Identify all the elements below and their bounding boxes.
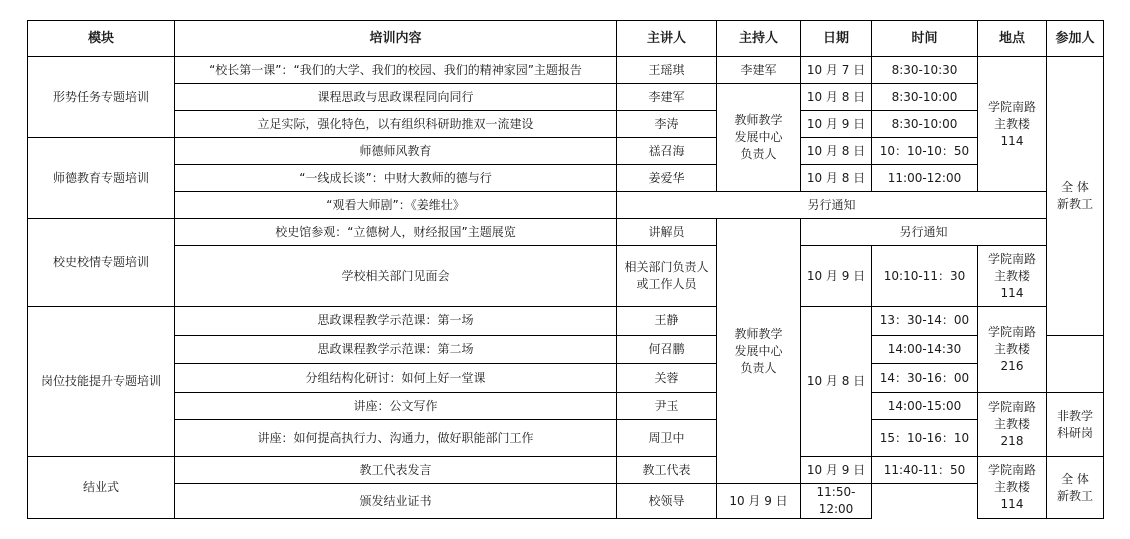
speaker-cell: 王静 xyxy=(617,307,717,336)
date-cell: 10 月 9 日 xyxy=(801,457,872,484)
module-cell: 结业式 xyxy=(28,457,175,519)
table-row xyxy=(28,457,1104,484)
time-cell: 11:50-12:00 xyxy=(801,484,872,519)
date-cell: 10 月 8 日 xyxy=(801,84,872,111)
content-cell: 思政课程教学示范课：第二场 xyxy=(175,335,617,364)
header-date: 日期 xyxy=(801,21,872,57)
table-row xyxy=(28,192,1104,219)
date-cell: 10 月 9 日 xyxy=(717,484,801,519)
content-cell: 学校相关部门见面会 xyxy=(175,246,617,307)
header-module: 模块 xyxy=(28,21,175,57)
location-cell: 学院南路 主教楼 218 xyxy=(978,393,1047,457)
location-cell: 学院南路 主教楼 114 xyxy=(978,457,1047,519)
host-cell: 教师教学 发展中心 负责人 xyxy=(717,219,801,484)
speaker-cell: 相关部门负责人 或工作人员 xyxy=(617,246,717,307)
table-row xyxy=(28,420,1104,457)
time-cell: 15：10-16：10 xyxy=(872,420,978,457)
speaker-cell: 关蓉 xyxy=(617,364,717,393)
table-row xyxy=(28,57,1104,84)
content-cell: 讲座：公文写作 xyxy=(175,393,617,420)
participants-cell: 全 体 新教工 xyxy=(1047,457,1104,519)
table-row xyxy=(28,335,1104,364)
module-cell: 岗位技能提升专题培训 xyxy=(28,307,175,457)
table-row xyxy=(28,219,1104,246)
content-cell: 校史馆参观：“立德树人，财经报国”主题展览 xyxy=(175,219,617,246)
content-cell: “校长第一课”：“我们的大学、我们的校园、我们的精神家园”主题报告 xyxy=(175,57,617,84)
time-cell: 10：10-10：50 xyxy=(872,138,978,165)
content-cell: “观看大师剧”：《姜维壮》 xyxy=(175,192,617,219)
header-location: 地点 xyxy=(978,21,1047,57)
host-cell: 教师教学 发展中心 负责人 xyxy=(717,84,801,192)
module-cell: 形势任务专题培训 xyxy=(28,57,175,138)
content-cell: 教工代表发言 xyxy=(175,457,617,484)
content-cell: 讲座：如何提高执行力、沟通力，做好职能部门工作 xyxy=(175,420,617,457)
content-cell: 思政课程教学示范课：第一场 xyxy=(175,307,617,336)
table-row xyxy=(28,246,1104,307)
content-cell: 课程思政与思政课程同向同行 xyxy=(175,84,617,111)
header-participants: 参加人 xyxy=(1047,21,1104,57)
training-schedule-table xyxy=(27,20,1104,519)
time-cell: 11:40-11：50 xyxy=(872,457,978,484)
speaker-cell: 讲解员 xyxy=(617,219,717,246)
time-cell: 14：30-16：00 xyxy=(872,364,978,393)
time-cell: 14:00-15:00 xyxy=(872,393,978,420)
table-row xyxy=(28,393,1104,420)
speaker-cell: 姜爱华 xyxy=(617,165,717,192)
location-cell: 学院南路 主教楼 114 xyxy=(978,57,1047,192)
module-cell: 师德教育专题培训 xyxy=(28,138,175,219)
location-cell: 学院南路 主教楼 114 xyxy=(978,246,1047,307)
time-cell: 13：30-14：00 xyxy=(872,307,978,336)
date-cell: 10 月 9 日 xyxy=(801,111,872,138)
participants-cell: 非教学 科研岗 xyxy=(1047,393,1104,457)
time-cell: 11:00-12:00 xyxy=(872,165,978,192)
time-cell: 8:30-10:00 xyxy=(872,111,978,138)
content-cell: 分组结构化研讨：如何上好一堂课 xyxy=(175,364,617,393)
table-row xyxy=(28,307,1104,336)
speaker-cell: 教工代表 xyxy=(617,457,717,484)
table-row xyxy=(28,364,1104,393)
header-content: 培训内容 xyxy=(175,21,617,57)
table-row xyxy=(28,111,1104,138)
host-cell: 李建军 xyxy=(717,57,801,84)
notice-cell: 另行通知 xyxy=(801,219,1047,246)
date-cell: 10 月 8 日 xyxy=(801,307,872,457)
header-host: 主持人 xyxy=(717,21,801,57)
speaker-cell: 禚召海 xyxy=(617,138,717,165)
date-cell: 10 月 7 日 xyxy=(801,57,872,84)
speaker-cell: 尹玉 xyxy=(617,393,717,420)
content-cell: 立足实际，强化特色，以有组织科研助推双一流建设 xyxy=(175,111,617,138)
date-cell: 10 月 8 日 xyxy=(801,165,872,192)
table-row xyxy=(28,84,1104,111)
header-row xyxy=(28,21,1104,57)
speaker-cell: 王瑶琪 xyxy=(617,57,717,84)
module-cell: 校史校情专题培训 xyxy=(28,219,175,307)
notice-cell: 另行通知 xyxy=(617,192,1047,219)
speaker-cell: 校领导 xyxy=(617,484,717,519)
speaker-cell: 李建军 xyxy=(617,84,717,111)
date-cell: 10 月 8 日 xyxy=(801,138,872,165)
table-row xyxy=(28,165,1104,192)
speaker-cell: 李涛 xyxy=(617,111,717,138)
time-cell: 8:30-10:00 xyxy=(872,84,978,111)
table-row xyxy=(28,138,1104,165)
time-cell: 14:00-14:30 xyxy=(872,335,978,364)
time-cell: 8:30-10:30 xyxy=(872,57,978,84)
content-cell: 颁发结业证书 xyxy=(175,484,617,519)
header-time: 时间 xyxy=(872,21,978,57)
speaker-cell: 周卫中 xyxy=(617,420,717,457)
table-row xyxy=(28,484,1104,519)
participants-cell: 全 体 新教工 xyxy=(1047,57,1104,336)
location-cell: 学院南路 主教楼 216 xyxy=(978,307,1047,393)
speaker-cell: 何召鹏 xyxy=(617,335,717,364)
header-speaker: 主讲人 xyxy=(617,21,717,57)
content-cell: 师德师风教育 xyxy=(175,138,617,165)
date-cell: 10 月 9 日 xyxy=(801,246,872,307)
time-cell: 10:10-11：30 xyxy=(872,246,978,307)
content-cell: “一线成长谈”：中财大教师的德与行 xyxy=(175,165,617,192)
